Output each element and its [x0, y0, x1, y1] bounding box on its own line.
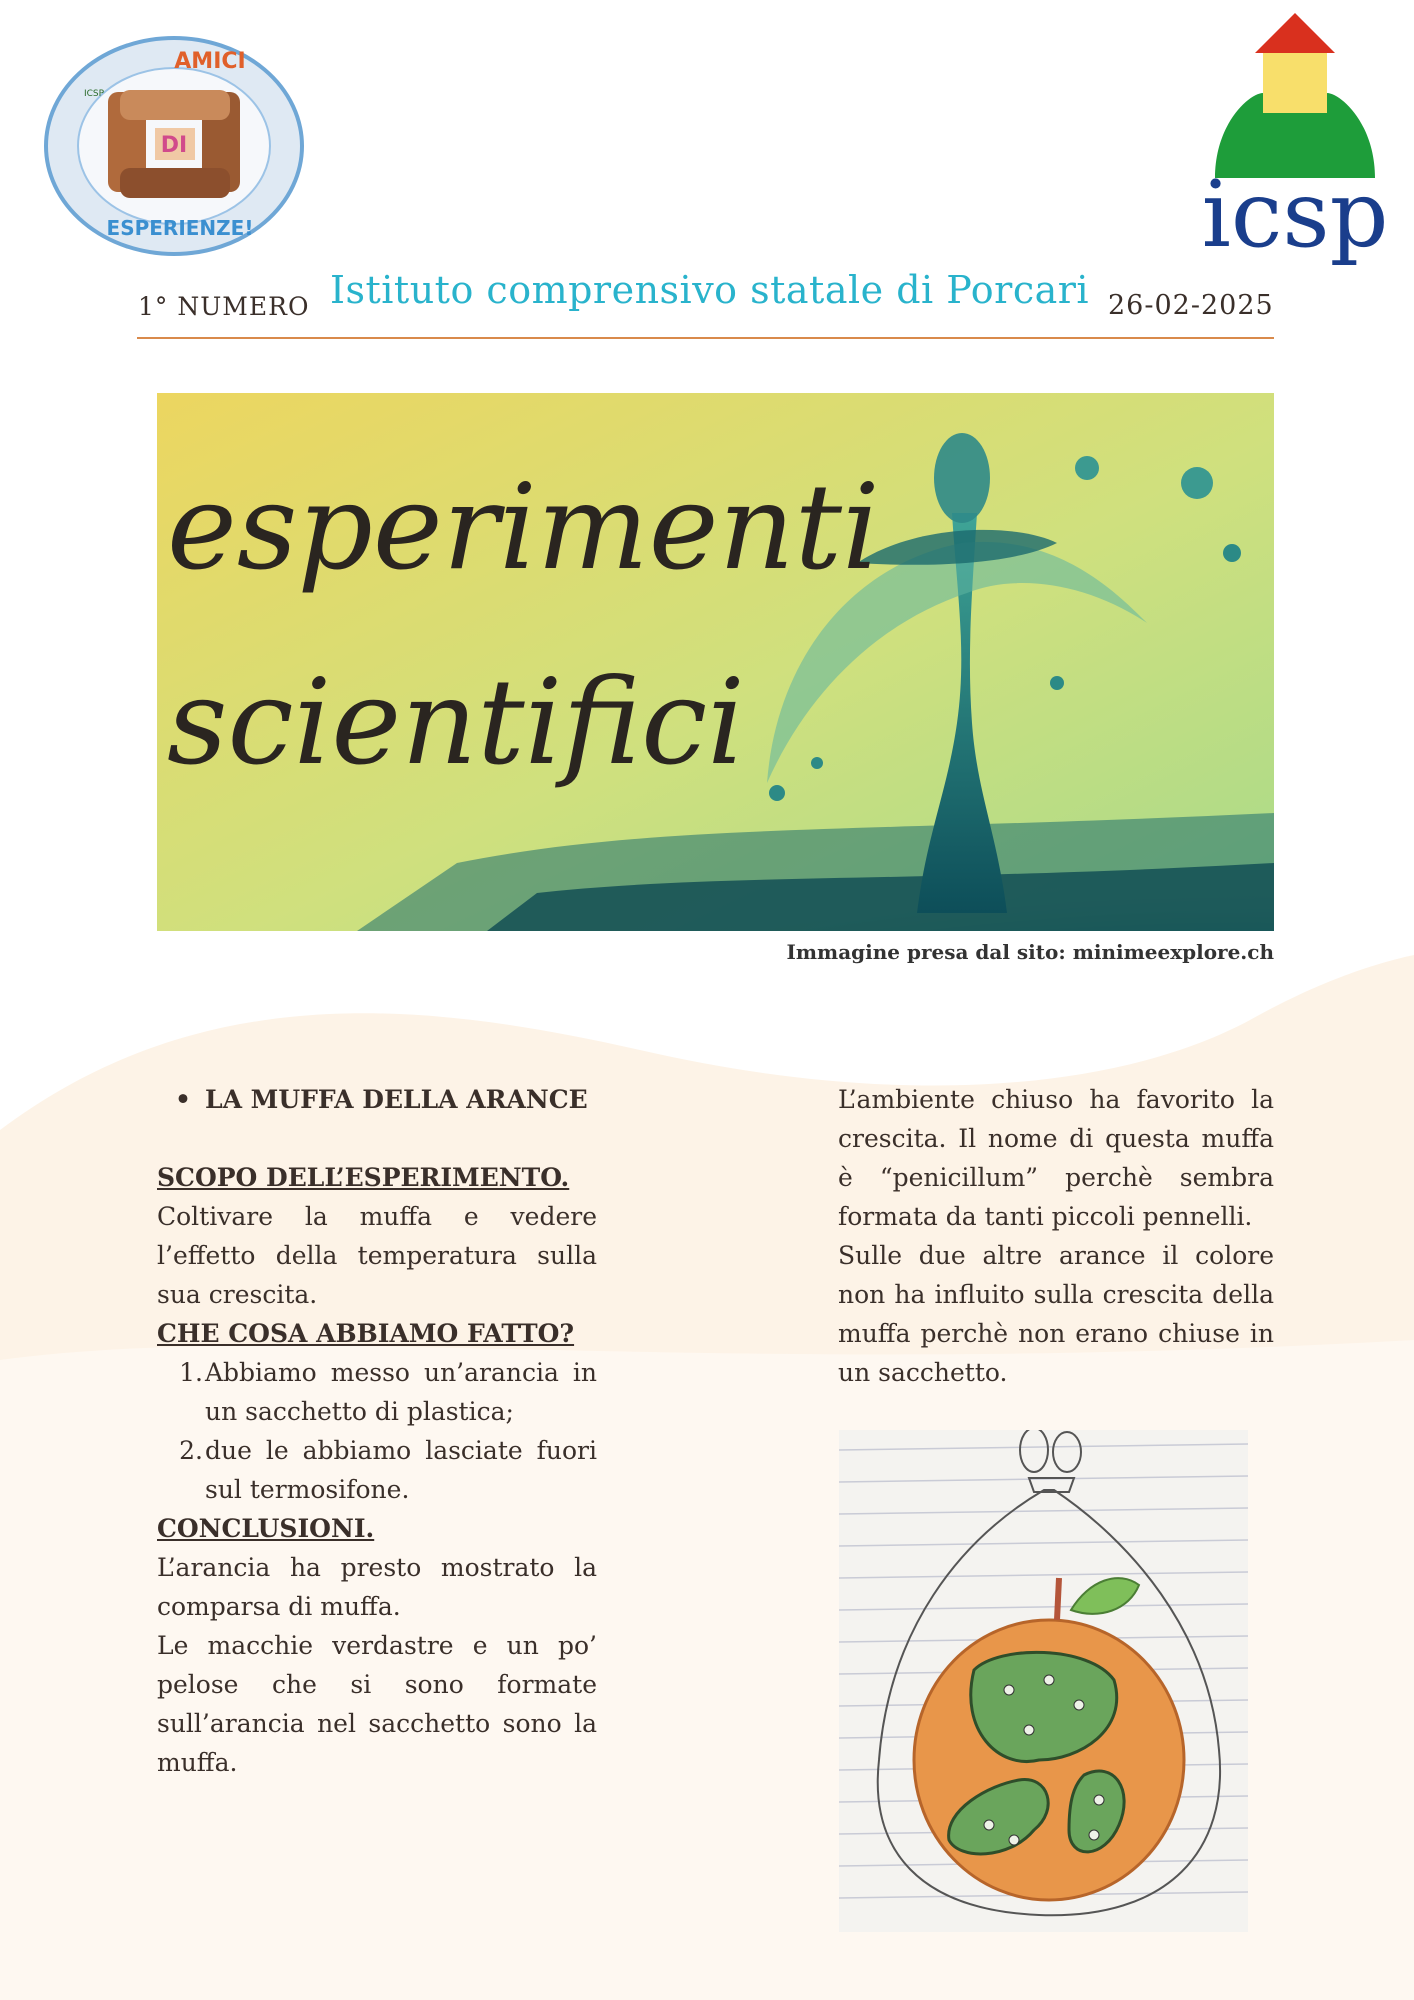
- list-item: [157, 1431, 597, 1509]
- amici-di-esperienze-logo: [40, 30, 308, 262]
- article-right-column: [838, 1080, 1274, 1392]
- steps-list: [157, 1353, 597, 1509]
- bullet-dot-icon: •: [175, 1085, 191, 1114]
- scope-text: Coltivare la muffa e vedere l’effetto della temperatura sulla sua crescita.: [157, 1202, 597, 1309]
- article-title: LA MUFFA DELLA ARANCE: [205, 1085, 588, 1114]
- step-text: due le abbiamo lasciate fuori sul termosifone.: [205, 1436, 597, 1504]
- logo-text-esperienze: ESPERIENZE!: [106, 216, 254, 240]
- issue-number: 1° NUMERO: [138, 292, 310, 321]
- logo-text-di: DI: [160, 133, 188, 158]
- header-divider: [137, 337, 1274, 339]
- step-number: 1.: [179, 1358, 203, 1387]
- conclusions-heading: CONCLUSIONI.: [157, 1514, 375, 1543]
- issue-date: 26-02-2025: [1108, 290, 1274, 321]
- article-left-column: [157, 1080, 597, 1782]
- banner-word-2: scientifici: [167, 653, 745, 791]
- right-text-2: Sulle due altre arance il colore non ha influito sulla crescita della muffa perchè non erano chiuse in un sacchetto.: [838, 1241, 1274, 1387]
- scope-heading: SCOPO DELL’ESPERIMENTO.: [157, 1163, 570, 1192]
- logo-badge: ICSP: [83, 89, 105, 99]
- conclusions-text-2: Le macchie verdastre e un po’ pelose che si sono formate sull’arancia nel sacchetto sono la muffa.: [157, 1631, 597, 1777]
- step-text: Abbiamo messo un’arancia in un sacchetto di plastica;: [205, 1358, 597, 1426]
- right-text-1: L’ambiente chiuso ha favorito la crescita. Il nome di questa muffa è “penicillum” perchè sembra formata da tanti piccoli pennelli.: [838, 1085, 1274, 1231]
- banner-image: [157, 393, 1274, 931]
- banner-caption: Immagine presa dal sito: minimeexplore.ch: [786, 940, 1274, 964]
- orange-drawing-image: [839, 1430, 1248, 1932]
- banner-word-1: esperimenti: [167, 458, 880, 596]
- conclusions-text-1: L’arancia ha presto mostrato la comparsa di muffa.: [157, 1553, 597, 1621]
- list-item: [157, 1353, 597, 1431]
- article-bullet: [157, 1080, 597, 1119]
- school-title: Istituto comprensivo statale di Porcari: [330, 268, 1090, 312]
- icsp-text: icsp: [1205, 161, 1385, 268]
- step-number: 2.: [179, 1436, 203, 1465]
- logo-text-amici: AMICI: [174, 49, 246, 74]
- done-heading: CHE COSA ABBIAMO FATTO?: [157, 1319, 575, 1348]
- icsp-logo: [1205, 8, 1385, 278]
